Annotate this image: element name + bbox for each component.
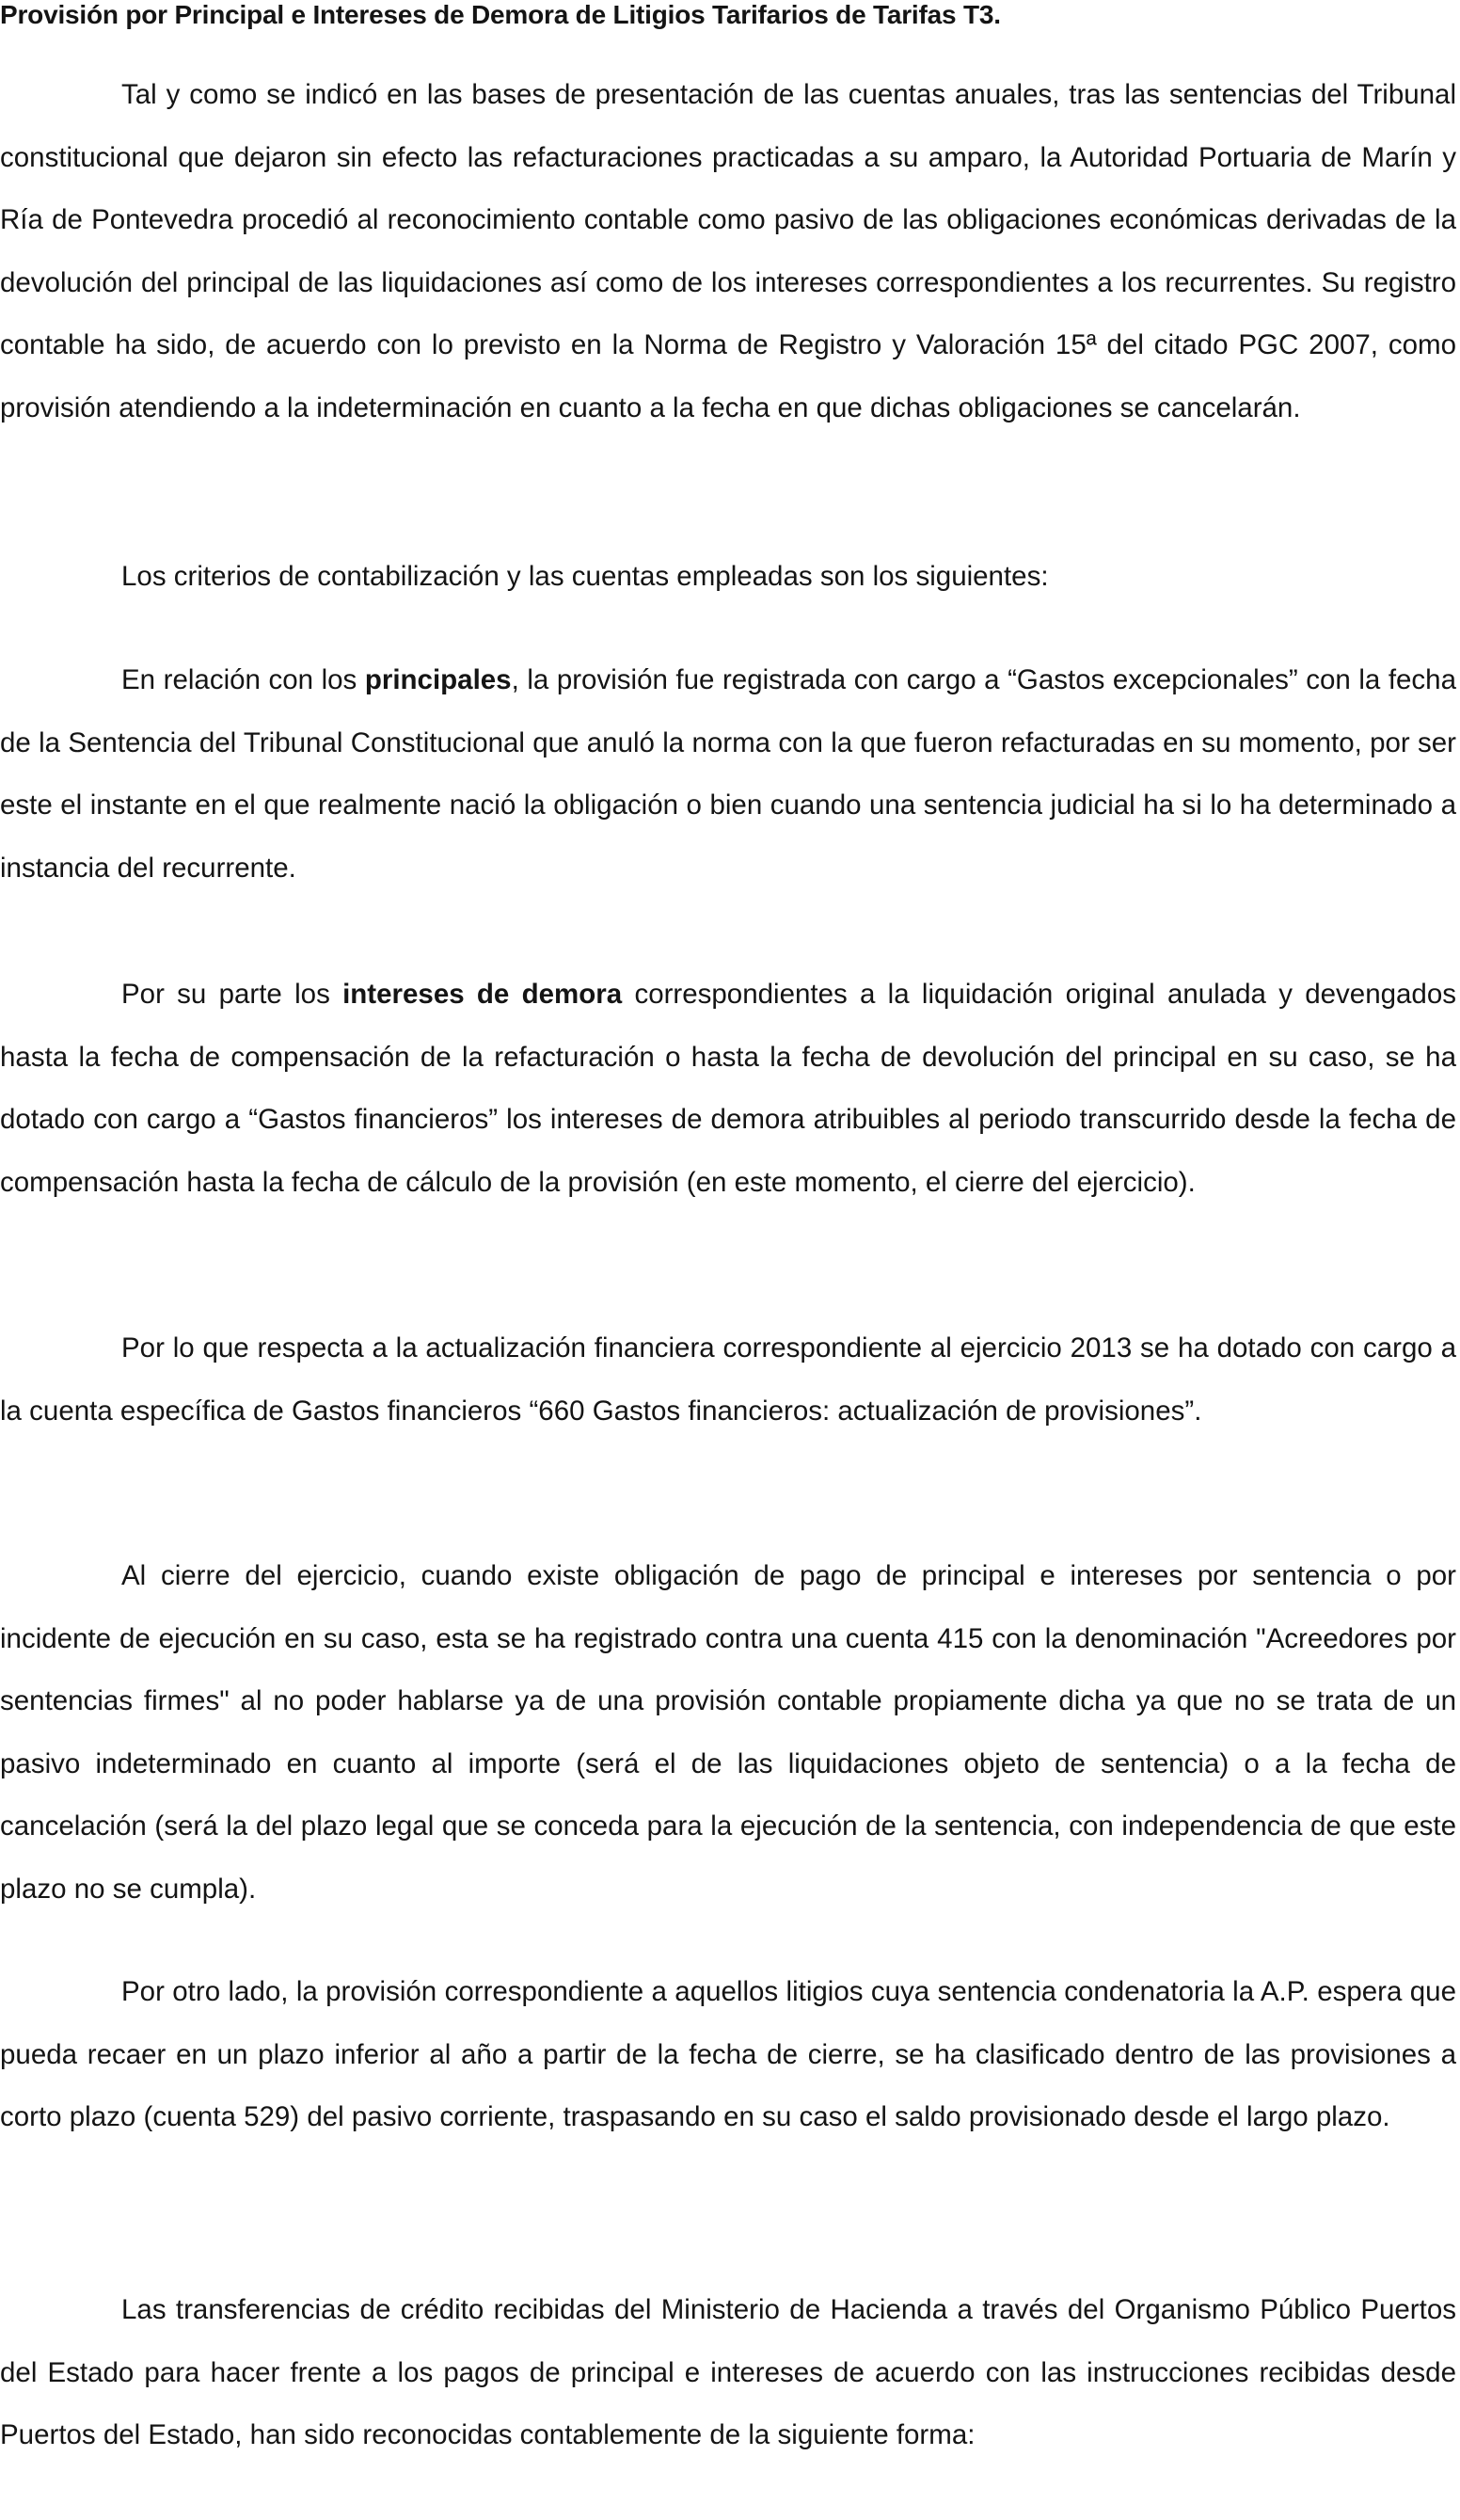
paragraph-actualizacion-financiera: Por lo que respecta a la actualización financiera correspondiente al ejercicio 2013 se ha dotado con cargo a la cuenta específica de Gastos financieros “660 Gastos financieros: actualización de provisiones”. xyxy=(0,1332,1456,1427)
paragraph-intereses-demora xyxy=(0,964,1456,1214)
document-title: Provisión por Principal e Intereses de Demora de Litigios Tarifarios de Tarifas T3. xyxy=(0,0,1001,29)
paragraph-bases-presentacion: Tal y como se indicó en las bases de presentación de las cuentas anuales, tras las sentencias del Tribunal constitucional que dejaron sin efecto las refacturaciones practicadas a su amparo, la Autoridad Portuaria de Marín y Ría de Pontevedra procedió al reconocimiento contable como pasivo de las obligaciones económicas derivadas de la devolución del principal de las liquidaciones así como de los intereses correspondientes a los recurrentes. Su registro contable ha sido, de acuerdo con lo previsto en la Norma de Registro y Valoración 15ª del citado PGC 2007, como provisión atendiendo a la indeterminación en cuanto a la fecha en que dichas obligaciones se cancelarán. xyxy=(0,79,1456,423)
paragraph-principales-text-before: En relación con los xyxy=(121,664,365,695)
paragraph-principales xyxy=(0,649,1456,900)
paragraph-provision-corto-plazo: Por otro lado, la provisión correspondiente a aquellos litigios cuya sentencia condenatoria la A.P. espera que pueda recaer en un plazo inferior al año a partir de la fecha de cierre, se ha clasificado dentro de las provisiones a corto plazo (cuenta 529) del pasivo corriente, traspasando en su caso el saldo provisionado desde el largo plazo. xyxy=(0,1976,1456,2133)
paragraph-principales-bold-term: principales xyxy=(364,664,512,695)
paragraph-intereses-text-before: Por su parte los xyxy=(121,979,343,1010)
paragraph-principales-text-after: , la provisión fue registrada con cargo a “Gastos excepcionales” con la fecha de la Sentencia del Tribunal Constitucional que anuló la norma con la que fueron refacturadas en su momento, por ser este el instante en el que realmente nació la obligación o bien cuando una sentencia judicial ha si lo ha determinado a instancia del recurrente. xyxy=(0,664,1456,884)
paragraph-intereses-bold-term: intereses de demora xyxy=(342,979,623,1010)
paragraph-criterios-contabilizacion: Los criterios de contabilización y las cuentas empleadas son los siguientes: xyxy=(121,561,1049,592)
paragraph-intereses-text-after: correspondientes a la liquidación original anulada y devengados hasta la fecha de compensación de la refacturación o hasta la fecha de devolución del principal en su caso, se ha dotado con cargo a “Gastos financieros” los intereses de demora atribuibles al periodo transcurrido desde la fecha de compensación hasta la fecha de cálculo de la provisión (en este momento, el cierre del ejercicio). xyxy=(0,979,1456,1198)
paragraph-transferencias-credito: Las transferencias de crédito recibidas del Ministerio de Hacienda a través del Organismo Público Puertos del Estado para hacer frente a los pagos de principal e intereses de acuerdo con las instrucciones recibidas desde Puertos del Estado, han sido reconocidas contablemente de la siguiente forma: xyxy=(0,2294,1456,2451)
paragraph-cierre-ejercicio: Al cierre del ejercicio, cuando existe obligación de pago de principal e intereses por sentencia o por incidente de ejecución en su caso, esta se ha registrado contra una cuenta 415 con la denominación "Acreedores por sentencias firmes" al no poder hablarse ya de una provisión contable propiamente dicha ya que no se trata de un pasivo indeterminado en cuanto al importe (será el de las liquidaciones objeto de sentencia) o a la fecha de cancelación (será la del plazo legal que se conceda para la ejecución de la sentencia, con independencia de que este plazo no se cumpla). xyxy=(0,1560,1456,1905)
